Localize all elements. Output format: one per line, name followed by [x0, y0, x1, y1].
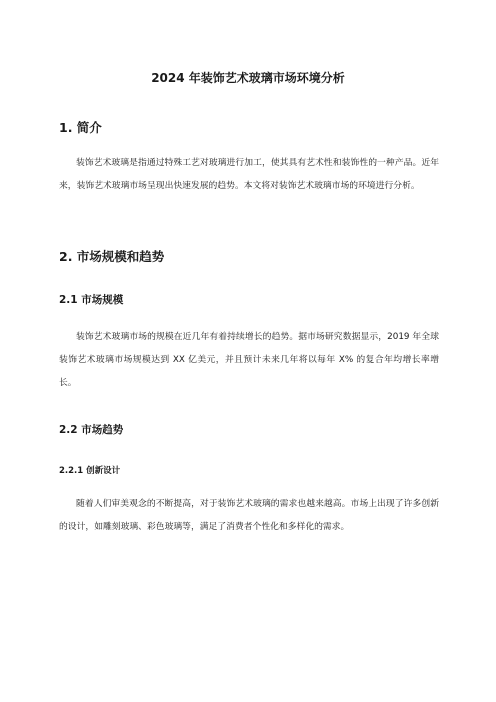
section-heading-introduction: 1. 简介 — [59, 120, 102, 135]
subsection-heading-market-trends: 2.2 市场趋势 — [59, 424, 124, 436]
section-heading-market-size-trends: 2. 市场规模和趋势 — [59, 249, 165, 264]
subsubsection-heading-innovative-design: 2.2.1 创新设计 — [59, 466, 121, 476]
subsection-heading-market-size: 2.1 市场规模 — [59, 294, 124, 306]
introduction-paragraph: 装饰艺术玻璃是指通过特殊工艺对玻璃进行加工，使其具有艺术性和装饰性的一种产品。近年来，装饰艺术玻璃市场呈现出快速发展的趋势。本文将对装饰艺术玻璃市场的环境进行分析。 — [59, 158, 439, 191]
document-title: 2024 年装饰艺术玻璃市场环境分析 — [151, 71, 345, 85]
market-size-paragraph: 装饰艺术玻璃市场的规模在近几年有着持续增长的趋势。据市场研究数据显示，2019 年全球装饰艺术玻璃市场规模达到 XX 亿美元，并且预计未来几年将以每年 X% 的复合年均增长率增长。 — [59, 332, 439, 388]
innovative-design-paragraph: 随着人们审美观念的不断提高，对于装饰艺术玻璃的需求也越来越高。市场上出现了许多创新的设计，如雕刻玻璃、彩色玻璃等，满足了消费者个性化和多样化的需求。 — [59, 499, 439, 532]
